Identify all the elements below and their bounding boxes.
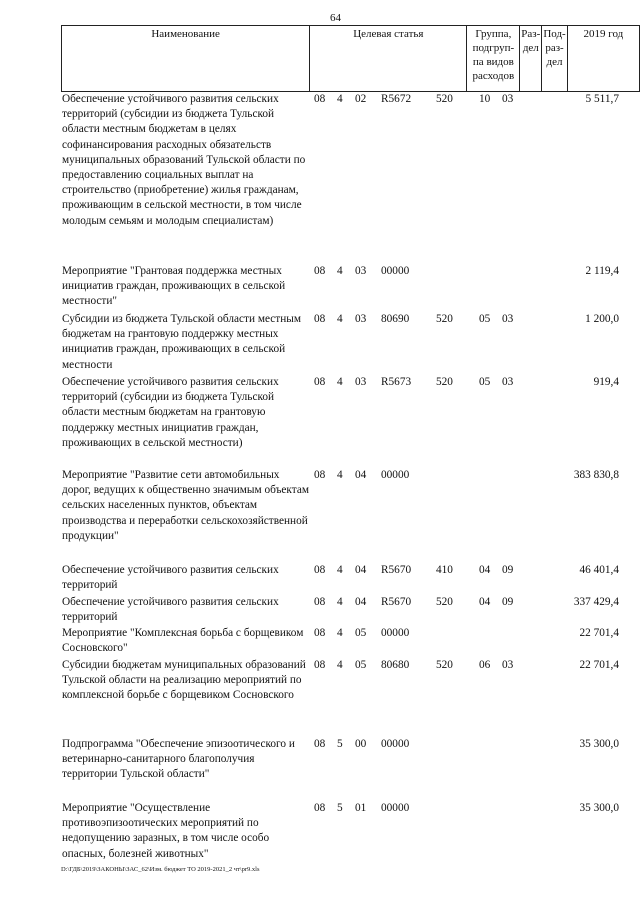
row-code-subprogram: 5 bbox=[337, 738, 343, 750]
row-code-program: 08 bbox=[314, 469, 326, 481]
row-subsection: 03 bbox=[502, 93, 514, 105]
row-amount: 1 200,0 bbox=[585, 313, 619, 325]
file-path-footer: D:\ГДБ\2019\ЗАКОНЫ\ЗАС_62\Изм. бюджет ТО 2019-2021_2 чт\pr9.xls bbox=[61, 866, 260, 873]
row-code-direction: 00000 bbox=[381, 802, 410, 814]
row-amount: 22 701,4 bbox=[579, 627, 619, 639]
row-name: Мероприятие "Грантовая поддержка местных инициатив граждан, проживающих в сельской местности" bbox=[62, 265, 286, 308]
row-code-direction: 80690 bbox=[381, 313, 410, 325]
row-group: 520 bbox=[436, 659, 453, 671]
row-code-event: 04 bbox=[355, 469, 367, 481]
row-code-subprogram: 4 bbox=[337, 659, 343, 671]
row-code-subprogram: 4 bbox=[337, 93, 343, 105]
row-name: Обеспечение устойчивого развития сельских территорий bbox=[62, 564, 279, 592]
row-code-direction: 00000 bbox=[381, 627, 410, 639]
row-code-subprogram: 4 bbox=[337, 596, 343, 608]
row-name: Субсидии бюджетам муниципальных образований Тульской области на реализацию мероприятий по комплексной борьбе с борщевиком Сосновского bbox=[62, 659, 306, 702]
row-group: 520 bbox=[436, 376, 453, 388]
row-section: 10 bbox=[479, 93, 491, 105]
row-subsection: 09 bbox=[502, 564, 514, 576]
row-subsection: 03 bbox=[502, 313, 514, 325]
row-code-direction: 00000 bbox=[381, 469, 410, 481]
page-number: 64 bbox=[330, 12, 341, 24]
row-amount: 337 429,4 bbox=[573, 596, 619, 608]
row-code-program: 08 bbox=[314, 627, 326, 639]
row-group: 410 bbox=[436, 564, 453, 576]
row-subsection: 03 bbox=[502, 376, 514, 388]
row-code-direction: R5672 bbox=[381, 93, 412, 105]
row-code-subprogram: 4 bbox=[337, 469, 343, 481]
header-target: Целевая статья bbox=[310, 26, 467, 92]
table-header bbox=[61, 25, 640, 92]
header-group: Группа, подгруп-па видов расходов bbox=[467, 26, 520, 92]
row-code-subprogram: 4 bbox=[337, 627, 343, 639]
row-section: 05 bbox=[479, 376, 491, 388]
row-subsection: 09 bbox=[502, 596, 514, 608]
row-amount: 35 300,0 bbox=[579, 802, 619, 814]
row-code-event: 05 bbox=[355, 627, 367, 639]
row-section: 04 bbox=[479, 564, 491, 576]
row-code-direction: 00000 bbox=[381, 738, 410, 750]
header-name: Наименование bbox=[62, 26, 310, 92]
row-code-event: 04 bbox=[355, 564, 367, 576]
row-code-direction: R5670 bbox=[381, 564, 412, 576]
row-code-event: 02 bbox=[355, 93, 367, 105]
row-amount: 35 300,0 bbox=[579, 738, 619, 750]
row-amount: 383 830,8 bbox=[573, 469, 619, 481]
row-group: 520 bbox=[436, 93, 453, 105]
row-amount: 919,4 bbox=[593, 376, 619, 388]
row-amount: 5 511,7 bbox=[585, 93, 619, 105]
header-section: Раз-дел bbox=[520, 26, 542, 92]
row-code-program: 08 bbox=[314, 265, 326, 277]
row-subsection: 03 bbox=[502, 659, 514, 671]
row-code-program: 08 bbox=[314, 659, 326, 671]
row-group: 520 bbox=[436, 596, 453, 608]
row-code-direction: R5673 bbox=[381, 376, 412, 388]
row-code-subprogram: 4 bbox=[337, 564, 343, 576]
row-code-event: 03 bbox=[355, 376, 367, 388]
row-name: Подпрограмма "Обеспечение эпизоотического и ветеринарно-санитарного благополучия территории Тульской области" bbox=[62, 738, 295, 781]
row-code-program: 08 bbox=[314, 564, 326, 576]
row-code-event: 04 bbox=[355, 596, 367, 608]
row-code-program: 08 bbox=[314, 93, 326, 105]
row-name: Обеспечение устойчивого развития сельских территорий (субсидии из бюджета Тульской области местным бюджетам на грантовую поддержку местных инициатив граждан, проживающих в сельской местности) bbox=[62, 376, 279, 449]
row-section: 04 bbox=[479, 596, 491, 608]
row-section: 06 bbox=[479, 659, 491, 671]
row-group: 520 bbox=[436, 313, 453, 325]
row-code-program: 08 bbox=[314, 802, 326, 814]
row-name: Мероприятие "Осуществление противоэпизоотических мероприятий по недопущению заразных, в том числе особо опасных, болезней животных" bbox=[62, 802, 270, 860]
row-code-event: 01 bbox=[355, 802, 367, 814]
row-code-event: 03 bbox=[355, 265, 367, 277]
row-code-subprogram: 5 bbox=[337, 802, 343, 814]
row-name: Мероприятие "Комплексная борьба с борщевиком Сосновского" bbox=[62, 627, 304, 655]
row-code-direction: 80680 bbox=[381, 659, 410, 671]
row-code-program: 08 bbox=[314, 596, 326, 608]
row-code-subprogram: 4 bbox=[337, 313, 343, 325]
row-code-subprogram: 4 bbox=[337, 376, 343, 388]
row-code-event: 05 bbox=[355, 659, 367, 671]
header-year: 2019 год bbox=[567, 26, 639, 92]
row-code-direction: R5670 bbox=[381, 596, 412, 608]
row-name: Обеспечение устойчивого развития сельских территорий (субсидии из бюджета Тульской области местным бюджетам в целях софинансирования расходных обязательств муниципальных образований Тульской области по предоставлению социальных выплат на строительство (приобретение) жилья гражданам, проживающим в сельской местности, в том числе молодым семьям и молодым специалистам) bbox=[62, 93, 306, 227]
row-code-event: 03 bbox=[355, 313, 367, 325]
header-subsection: Под-раз-дел bbox=[542, 26, 567, 92]
row-name: Обеспечение устойчивого развития сельских территорий bbox=[62, 596, 279, 624]
row-code-direction: 00000 bbox=[381, 265, 410, 277]
row-name: Субсидии из бюджета Тульской области местным бюджетам на грантовую поддержку местных инициатив граждан, проживающих в сельской местности bbox=[62, 313, 301, 371]
row-name: Мероприятие "Развитие сети автомобильных дорог, ведущих к общественно значимым объектам сельских населенных пунктов, объектам производства и переработки сельскохозяйственной продукции" bbox=[62, 469, 310, 542]
row-amount: 22 701,4 bbox=[579, 659, 619, 671]
row-section: 05 bbox=[479, 313, 491, 325]
row-code-program: 08 bbox=[314, 738, 326, 750]
row-code-program: 08 bbox=[314, 376, 326, 388]
row-amount: 46 401,4 bbox=[579, 564, 619, 576]
row-code-event: 00 bbox=[355, 738, 367, 750]
row-code-program: 08 bbox=[314, 313, 326, 325]
row-amount: 2 119,4 bbox=[585, 265, 619, 277]
row-code-subprogram: 4 bbox=[337, 265, 343, 277]
